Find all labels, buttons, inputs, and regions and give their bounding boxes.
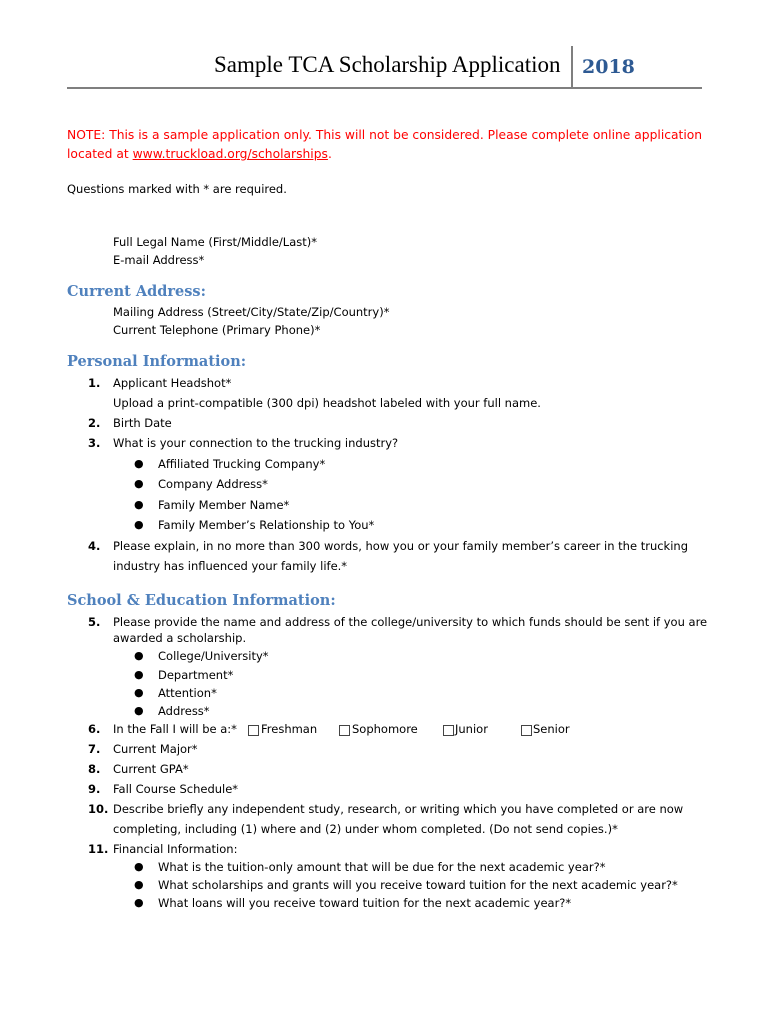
q2-birth-date-label: Birth Date — [113, 416, 172, 430]
header-divider — [571, 46, 573, 89]
mailing-address-label: Mailing Address (Street/City/State/Zip/Country)* — [113, 305, 390, 319]
q6-class-year-label: In the Fall I will be a:* — [113, 722, 237, 736]
bullet-icon: ● — [134, 704, 144, 717]
freshman-option-label: Freshman — [261, 722, 318, 736]
school-info-heading: School & Education Information: — [67, 592, 336, 609]
q1-headshot-label: Applicant Headshot* — [113, 376, 232, 390]
sophomore-option-label: Sophomore — [352, 722, 418, 736]
q3-bullet-item: Family Member’s Relationship to You* — [158, 518, 375, 532]
q3-bullet-item: Company Address* — [158, 477, 268, 491]
q5-bullet-item: Attention* — [158, 686, 217, 700]
header-rule — [67, 87, 702, 89]
personal-info-heading: Personal Information: — [67, 353, 247, 370]
bullet-icon: ● — [134, 686, 144, 699]
senior-checkbox[interactable] — [521, 725, 532, 736]
q5-bullet-item: Address* — [158, 704, 210, 718]
q5-college-line1: Please provide the name and address of the college/university to which funds should be sent if you are — [113, 615, 708, 629]
sophomore-checkbox[interactable] — [339, 725, 350, 736]
freshman-checkbox[interactable] — [248, 725, 259, 736]
q11-bullet-item: What loans will you receive toward tuition for the next academic year?* — [158, 896, 572, 910]
email-label: E-mail Address* — [113, 253, 205, 267]
q11-number: 11. — [88, 842, 109, 856]
document-title: Sample TCA Scholarship Application — [214, 52, 561, 77]
bullet-icon: ● — [134, 878, 144, 891]
senior-option-label: Senior — [533, 722, 570, 736]
q3-bullet-item: Family Member Name* — [158, 498, 290, 512]
q3-connection-label: What is your connection to the trucking industry? — [113, 436, 399, 450]
telephone-label: Current Telephone (Primary Phone)* — [113, 323, 321, 337]
q3-bullet-item: Affiliated Trucking Company* — [158, 457, 326, 471]
current-address-heading: Current Address: — [67, 283, 206, 300]
q10-number: 10. — [88, 802, 109, 816]
q7-major-label: Current Major* — [113, 742, 198, 756]
bullet-icon: ● — [134, 896, 144, 909]
q10-study-line2: completing, including (1) where and (2) under whom completed. (Do not send copies.)* — [113, 822, 618, 836]
q9-schedule-label: Fall Course Schedule* — [113, 782, 239, 796]
bullet-icon: ● — [134, 498, 144, 511]
bullet-icon: ● — [134, 860, 144, 873]
q6-number: 6. — [88, 722, 101, 736]
bullet-icon: ● — [134, 649, 144, 662]
document-year: 2018 — [582, 56, 635, 78]
junior-option-label: Junior — [455, 722, 488, 736]
bullet-icon: ● — [134, 668, 144, 681]
required-note: Questions marked with * are required. — [67, 182, 287, 196]
note-end: . — [327, 147, 332, 161]
q5-college-line2: awarded a scholarship. — [113, 631, 247, 645]
bullet-icon: ● — [134, 477, 144, 490]
q3-number: 3. — [88, 436, 101, 450]
q1-headshot-instructions: Upload a print-compatible (300 dpi) headshot labeled with your full name. — [113, 396, 541, 410]
q8-gpa-label: Current GPA* — [113, 762, 189, 776]
q2-number: 2. — [88, 416, 101, 430]
scholarships-link[interactable]: www.truckload.org/scholarships — [132, 147, 328, 161]
q7-number: 7. — [88, 742, 101, 756]
q5-bullet-item: Department* — [158, 668, 234, 682]
q11-bullet-item: What scholarships and grants will you receive toward tuition for the next academic year?* — [158, 878, 678, 892]
q1-number: 1. — [88, 376, 101, 390]
q9-number: 9. — [88, 782, 101, 796]
q8-number: 8. — [88, 762, 101, 776]
note-text: NOTE: This is a sample application only. This will not be considered. Please complete online application located at — [67, 128, 703, 161]
q5-number: 5. — [88, 615, 101, 629]
q11-financial-label: Financial Information: — [113, 842, 238, 856]
q4-essay-line2: industry has influenced your family life.* — [113, 559, 348, 573]
legal-name-label: Full Legal Name (First/Middle/Last)* — [113, 235, 317, 249]
bullet-icon: ● — [134, 518, 144, 531]
q4-essay-line1: Please explain, in no more than 300 words, how you or your family member’s career in the trucking — [113, 539, 688, 553]
junior-checkbox[interactable] — [443, 725, 454, 736]
q10-study-line1: Describe briefly any independent study, research, or writing which you have completed or are now — [113, 802, 684, 816]
bullet-icon: ● — [134, 457, 144, 470]
sample-note — [67, 126, 717, 164]
q11-bullet-item: What is the tuition-only amount that will be due for the next academic year?* — [158, 860, 606, 874]
q5-bullet-item: College/University* — [158, 649, 269, 663]
q4-number: 4. — [88, 539, 101, 553]
